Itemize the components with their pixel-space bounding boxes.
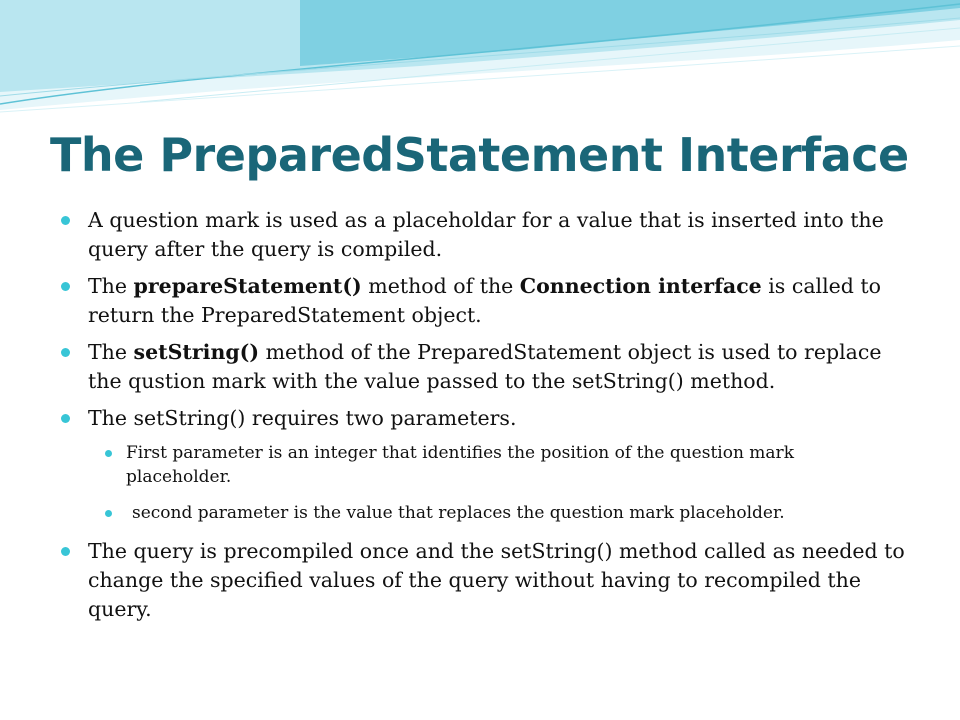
bullet-text: The setString() requires two parameters.	[88, 406, 517, 430]
bullet-text: The query is precompiled once and the setString() method called as needed to change the specified values of the query without having to recompiled the query.	[88, 539, 905, 621]
bullet-text: is called to return the PreparedStatement object.	[88, 274, 882, 327]
sub-bullet-text: second parameter is the value that replaces the question mark placeholder.	[132, 503, 785, 523]
bold-term-connection-interface: Connection interface	[519, 274, 762, 298]
sub-bullet-item	[126, 501, 900, 525]
bullet-list	[0, 206, 960, 632]
bullet-item	[88, 537, 920, 624]
sub-bullet-item	[126, 441, 900, 489]
bold-term-setstring: setString()	[133, 340, 260, 364]
bullet-item	[88, 404, 920, 433]
sub-bullet-text: First parameter is an integer that identifies the position of the question mark placeholder.	[126, 443, 794, 487]
bullet-text: method of the PreparedStatement object is used to replace the qustion mark with the value passed to the setString() method.	[88, 340, 882, 393]
bullet-item	[88, 272, 920, 330]
bullet-item	[88, 338, 920, 396]
header-wave-decoration	[0, 0, 960, 120]
bullet-text: A question mark is used as a placeholdar for a value that is inserted into the query after the query is compiled.	[88, 208, 884, 261]
bullet-text: The	[88, 340, 134, 364]
bullet-text: method of the	[361, 274, 520, 298]
bullet-item	[88, 206, 920, 264]
bullet-text: The	[88, 274, 134, 298]
slide-title: The PreparedStatement Interface	[50, 128, 909, 182]
bold-term-preparestatement: prepareStatement()	[133, 274, 362, 298]
